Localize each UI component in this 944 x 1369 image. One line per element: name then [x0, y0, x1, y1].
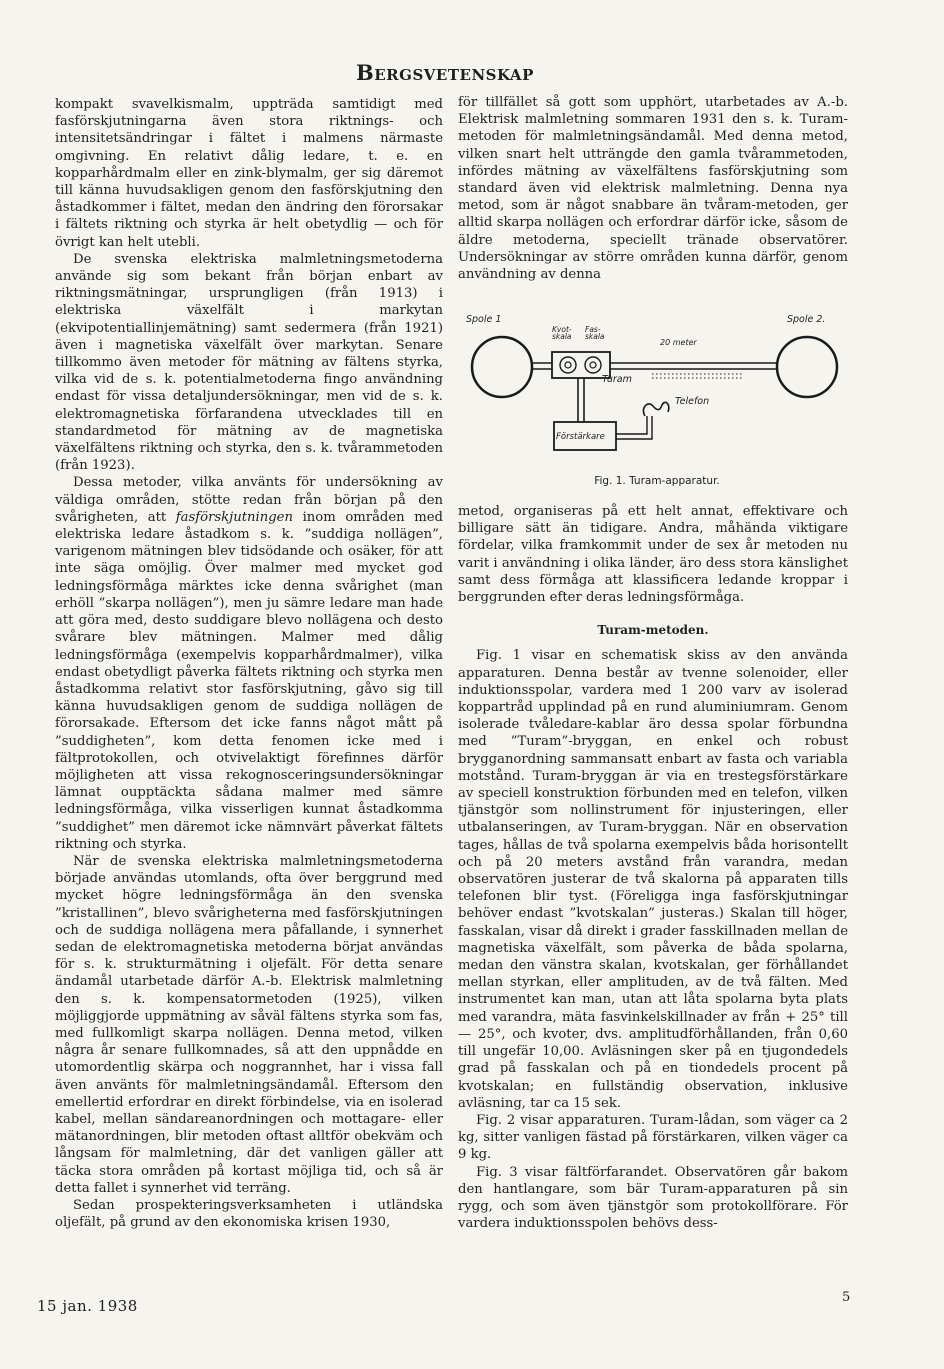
paragraph: kompakt svavelkismalm, uppträda samtidigt med fasförskjutningarna även stora riktnings- och intensitetsändringar i fältet i malmens närmaste omgivning. En relativt dålig ledare, t. e. en kopparhårdmalm eller en zink-blymalm, ger sig däremot till känna huvudsakligen genom den fasförskjutning den åstadkommer i fältet, medan den ändring den förorsakar i fältets riktning och styrka är helt obetydlig — och för övrigt kan helt utebli. — [55, 97, 443, 250]
fas-dial — [585, 357, 601, 373]
journal-header: Bergsvetenskap — [356, 60, 534, 85]
label-kvotskala: Kvot-skala — [552, 325, 572, 341]
label-fasskala: Fas-skala — [585, 325, 605, 341]
left-column — [55, 96, 443, 1231]
label-forstarkare: Förstärkare — [556, 432, 605, 442]
emphasis-text: fasförskjutningen — [175, 509, 293, 525]
paragraph-text: inom områden med elektriska ledare åstadkom s. k. ”suddiga nollägen”, varigenom mätningen blev tidsödande och osäker, för att inte säga omöjlig. Över malmer med mycket god ledningsförmåga märktes icke denna svårighet (man erhöll ”skarpa nollägen”), men ju sämre ledare man hade att göra med, desto suddigare blevo nollägena och desto svårare blev mätningen. Malmer med dålig ledningsförmåga (exempelvis kopparhårdmalmer), vilka endast obetydligt påverka fältets riktning och styrka men åstadkomma relativt stor fasförskjutning, gåvo sig till känna huvudsakligen genom de suddiga nollägen de förorsakade. Eftersom det icke fanns något mått på ”suddigheten”, kom detta fenomen icke med i fältprotokollen, och otvivelaktigt förefinnes därför möjligheten att vissa rekognosceringsundersökningar lämnat oupptäckta sådana malmer med sämre ledningsförmåga, vilka visserligen kunnat åstadkomma ”suddighet” men däremot icke nämnvärt påverkat fältets riktning och styrka. — [55, 509, 443, 852]
right-column-top — [458, 94, 848, 283]
coil-left — [472, 337, 532, 397]
turam-figure — [462, 312, 852, 488]
kvot-dial-center — [565, 362, 571, 368]
section-heading: Turam-metoden. — [597, 623, 709, 638]
footer-date: 15 jan. 1938 — [37, 1297, 138, 1315]
telephone — [643, 402, 668, 416]
telephone-cable — [616, 416, 652, 439]
paragraph: Sedan prospekteringsverksamheten i utländska oljefält, på grund av den ekonomiska krisen 1930, — [55, 1198, 443, 1231]
paragraph: När de svenska elektriska malmletningsmetoderna började användas utomlands, ofta över berggrund med mycket högre ledningsförmåga än den svenska ”kristallinen”, blevo svårigheterna med fasförskjutningen och de suddiga nollägena mera påfallande, i synnerhet sedan de elektromagnetiska metoderna börjat användas för s. k. strukturmätning i oljefält. För detta senare ändamål utarbetade därför A.-b. Elektrisk malmletning den s. k. kompensatormetoden (1925), vilken möjliggjorde uppmätning av såväl fältens styrka som fas, med fullkomligt skarpa nollägen. Denna metod, vilken några år senare fullkomnades, så att den uppnådde en utomordentlig skärpa och noggrannhet, har i vissa fall även använts för malmletningsändamål. Eftersom den emellertid erfordrar en direkt förbindelse, via en isolerad kabel, mellan sändareanordningen och mottagare- eller mätanordningen, blir metoden oftast alltför obekväm och långsam för malmletning, där det vanligen gäller att täcka stora områden på kortast möjliga tid, och så är detta fallet i synnerhet vid terräng. — [55, 853, 443, 1196]
label-distance: 20 meter — [660, 338, 697, 347]
turam-diagram — [462, 312, 852, 472]
paragraph — [55, 474, 443, 852]
figure-caption: Fig. 1. Turam-apparatur. — [594, 475, 720, 487]
label-spole2: Spole 2. — [787, 314, 826, 325]
paragraph: De svenska elektriska malmletningsmetoderna använde sig som bekant från början enbart av riktningsmätningar, ursprungligen (från 1913) i elektriska växelfält i markytan (ekvipotentiallinjemätning) samt sedermera (från 1921) även i magnetiska växelfält över markytan. Senare tillkommo även metoder för mätning av fältens styrka, vilka vid de s. k. potentialmetoderna fingo användning endast för vissa detaljundersökningar, men vid de s. k. elektromagnetiska förfarandena utvecklades till en standardmetod för mätning av de magnetiska växelfältens riktning och styrka, den s. k. tvårammetoden (från 1923). — [55, 251, 443, 474]
kvot-dial — [560, 357, 576, 373]
paragraph: metod, organiseras på ett helt annat, effektivare och billigare sätt än tidigare. Andra, måhända viktigare fördelar, vilka framkommit under de sex år metoden nu varit i användning i olika länder, äro dess stora känslighet samt dess förmåga att klassificera ledande kroppar i berggrunden efter deras ledningsförmåga. — [458, 504, 848, 606]
label-turam: Turam — [602, 374, 632, 385]
page-number: 5 — [842, 1290, 851, 1305]
paragraph: Fig. 2 visar apparaturen. Turam-lådan, som väger ca 2 kg, sitter vanligen fästad på förstärkaren, vilken väger ca 9 kg. — [458, 1112, 848, 1163]
fas-dial-center — [590, 362, 596, 368]
paragraph: Fig. 1 visar en schematisk skiss av den använda apparaturen. Denna består av tvenne solenoider, eller induktionsspolar, vardera med 1 200 varv av isolerad koppartråd upplindad på en rund aluminiumram. Genom isolerade tvåledare-kablar äro dessa spolar förbundna med ”Turam”-bryggan, en enkel och robust brygganordning sammansatt enbart av fasta och variabla motstånd. Turam-bryggan är via en trestegsförstärkare av speciell konstruktion förbunden med en telefon, vilken tjänstgör som nollinstrument för injusteringen, eller utbalanseringen, av Turam-bryggan. När en observation tages, hållas de två spolarna exempelvis båda horisontellt och på 20 meters avstånd från varandra, medan observatören justerar de två skalorna på apparaten tills telefonen blir tyst. (Föreligga inga fasförskjutningar behöver endast ”kvotskalan” justeras.) Skalan till höger, fasskalan, visar då direkt i grader fasskillnaden mellan de magnetiska växelfält, som påverka de båda spolarna, medan den vänstra skalan, kvotskalan, ger förhållandet mellan styrkan, eller amplituden, av de två fälten. Med instrumentet kan man, utan att låta spolarna byta plats med varandra, mäta fasvinkelskillnader av från + 25° till — 25°, och kvoter, dvs. amplitudförhållanden, från 0,60 till ungefär 10,00. Avläsningen sker på en tjugondedels grad på fasskalan och på en tiondedels procent på kvotskalan; en fullständig observation, inklusive avläsning, tar ca 15 sek. — [458, 648, 848, 1111]
label-telefon: Telefon — [675, 396, 710, 407]
label-spole1: Spole 1 — [466, 314, 502, 325]
paragraph: för tillfället så gott som upphört, utarbetades av A.-b. Elektrisk malmletning sommaren 1931 den s. k. Turam-metoden för malmletningsändamål. Med denna metod, vilken snart helt utträngde den gamla tvårammetoden, infördes mätning av växelfältens fasförskjutning som standard även vid elektrisk malmletning. Denna nya metod, som är något snabbare än tvåram-metoden, ger alltid skarpa nollägen och erfordrar därför icke, såsom de äldre metoderna, speciellt tränade observatörer. Undersökningar av större områden kunna därför, genom användning av denna — [458, 95, 848, 283]
paragraph: Fig. 3 visar fältförfarandet. Observatören går bakom den hantlangare, som bär Turam-apparaturen på sin rygg, och som även tjänstgör som protokollförare. För vardera induktionsspolen behövs dess- — [458, 1164, 848, 1232]
coil-right — [777, 337, 837, 397]
paragraph-text: Dessa metoder, vilka använts för undersökning av väldiga områden, stötte redan från början på den svårigheten, att — [55, 475, 443, 525]
right-column-bottom — [458, 503, 848, 1232]
